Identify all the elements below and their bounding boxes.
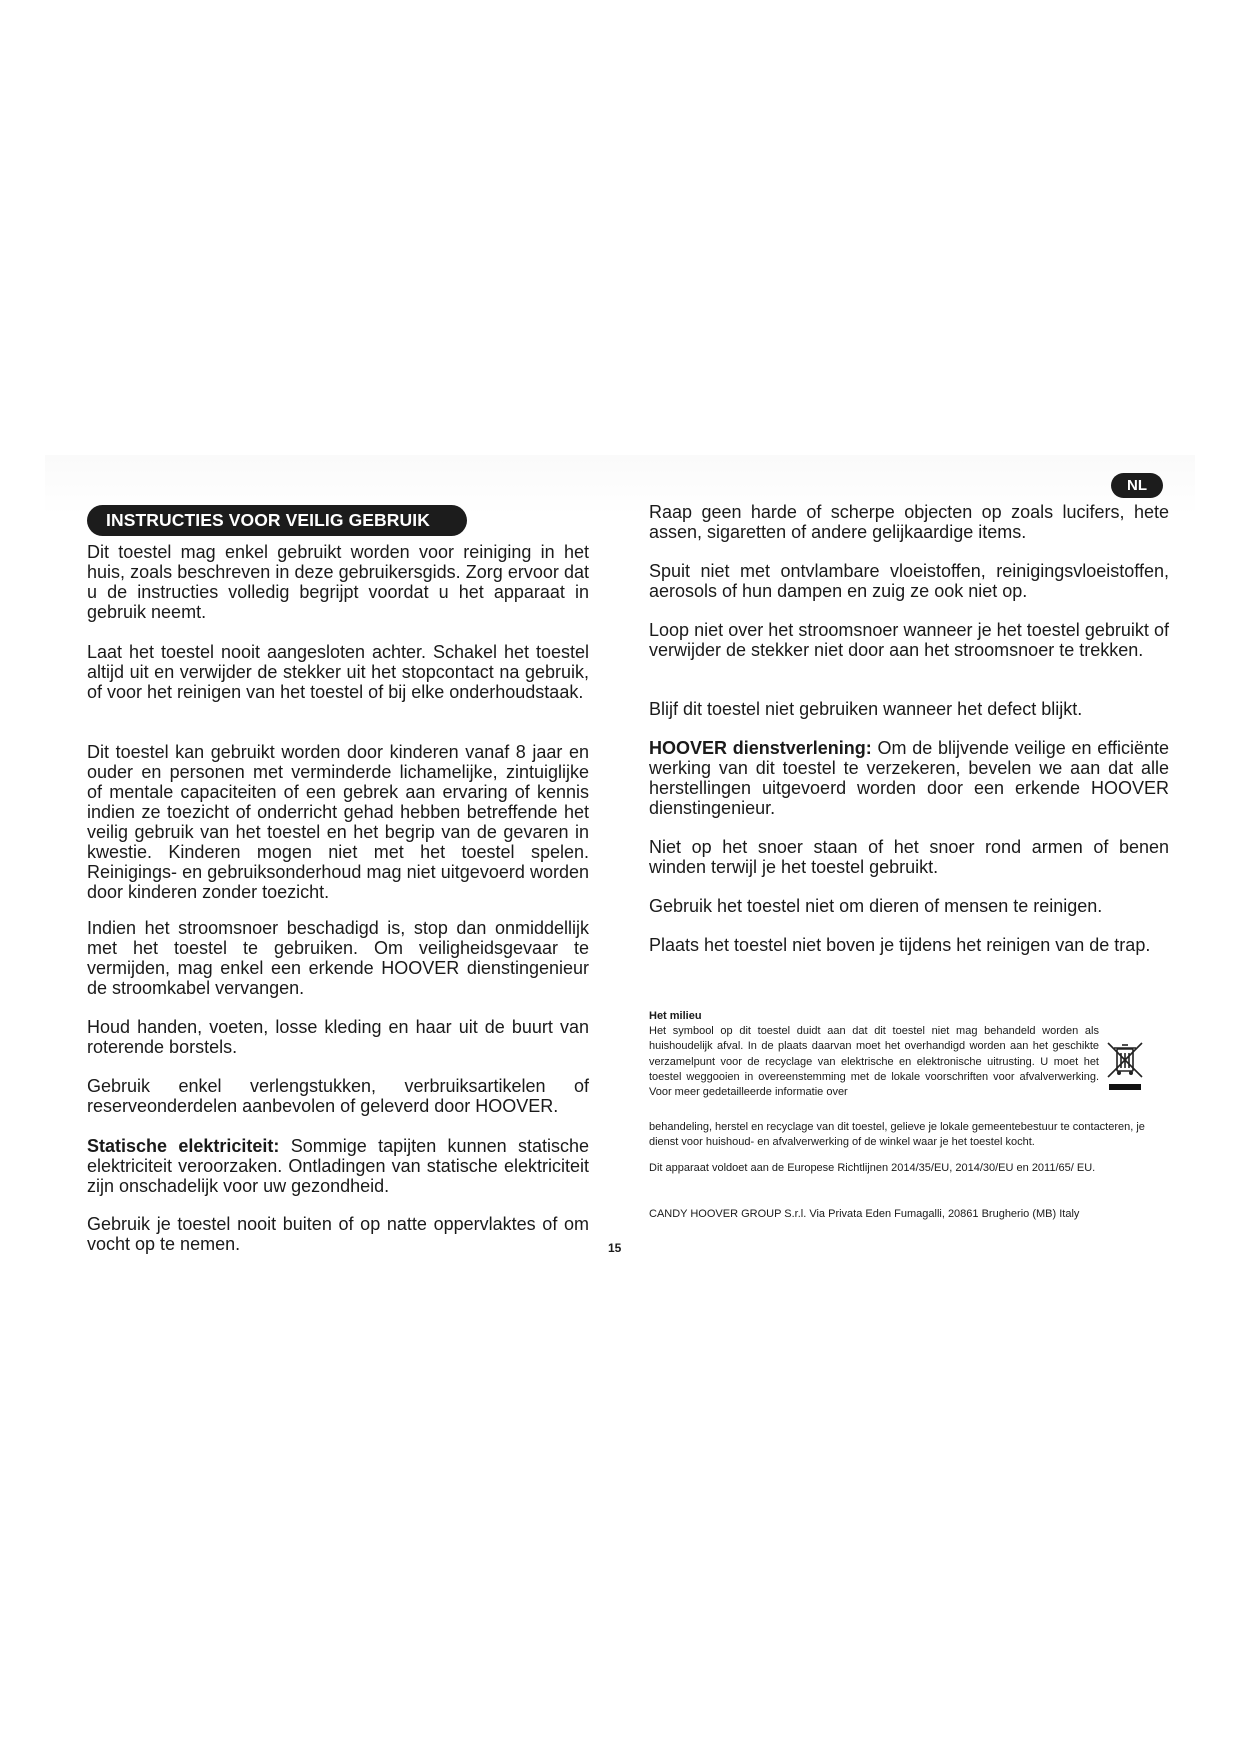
- paragraph-animals-people: Gebruik het toestel niet om dieren of mensen te reinigen.: [649, 896, 1103, 916]
- paragraph-sharp-objects: Raap geen harde of scherpe objecten op zoals lucifers, hete assen, sigaretten of andere gelijkaardige items.: [649, 502, 1169, 542]
- static-label: Statische elektriciteit:: [87, 1136, 280, 1156]
- paragraph-rotating-brushes: Houd handen, voeten, losse kleding en haar uit de buurt van roterende borstels.: [87, 1017, 589, 1057]
- environment-text-a: Het symbool op dit toestel duidt aan dat dit toestel niet mag behandeld worden als huishoudelijk afval. In de plaats daarvan moet het overhandigd worden aan het geschikte verzamelpunt voor de recyclage van elektrische en elektronische uitrusting. U moet het toestel weggooien in overeenstemming met de lokale voorschriften voor afvalverwerking. Voor meer gedetailleerde informatie over: [649, 1025, 1099, 1099]
- environment-title: Het milieu: [649, 1010, 702, 1022]
- paragraph-intended-use: Dit toestel mag enkel gebruikt worden voor reiniging in het huis, zoals beschreven in deze gebruikersgids. Zorg ervoor dat u de instructies volledig begrijpt voordat u het apparaat in gebruik neemt.: [87, 542, 589, 622]
- compliance-text: Dit apparaat voldoet aan de Europese Richtlijnen 2014/35/EU, 2014/30/EU en 2011/65/ EU.: [649, 1162, 1096, 1174]
- service-label: HOOVER dienstverlening:: [649, 738, 872, 758]
- paragraph-flammable-liquids: Spuit niet met ontvlambare vloeistoffen, reinigingsvloeistoffen, aerosols of hun dampen en zuig ze ook niet op.: [649, 561, 1169, 601]
- paragraph-service: [649, 738, 1169, 818]
- paragraph-children: Dit toestel kan gebruikt worden door kinderen vanaf 8 jaar en ouder en personen met verminderde lichamelijke, zintuiglijke of mentale capaciteiten of een gebrek aan ervaring of kennis indien ze toezicht of onderricht gehad hebben betreffende het veilig gebruik van het toestel en het begrip van de gevaren in kwestie. Kinderen mogen niet met het toestel spelen. Reinigings- en gebruiksonderhoud mag niet uitgevoerd worden door kinderen zonder toezicht.: [87, 742, 589, 902]
- crossed-out-bin-icon: [1104, 1033, 1146, 1093]
- static-text: Sommige tapijten kunnen statische elektriciteit veroorzaken. Ontladingen van statische elektriciteit zijn onschadelijk voor uw gezondheid.: [87, 1136, 589, 1196]
- paragraph-defect: Blijf dit toestel niet gebruiken wanneer het defect blijkt.: [649, 699, 1083, 719]
- paragraph-stairs: Plaats het toestel niet boven je tijdens het reinigen van de trap.: [649, 935, 1151, 955]
- language-badge: NL: [1111, 473, 1163, 498]
- environment-text-b: behandeling, herstel en recyclage van dit toestel, gelieve je lokale gemeentebestuur te contacteren, je dienst voor huishoud- en afvalverwerking of de winkel waar je het toestel kocht.: [649, 1121, 1145, 1149]
- paragraph-power-cord: Indien het stroomsnoer beschadigd is, stop dan onmiddellijk met het toestel te gebruiken. Om veiligheidsgevaar te vermijden, mag enkel een erkende HOOVER dienstingenieur de stroomkabel vervangen.: [87, 918, 589, 998]
- page-number: 15: [608, 1241, 622, 1255]
- paragraph-cord-winding: Niet op het snoer staan of het snoer rond armen of benen winden terwijl je het toestel gebruikt.: [649, 837, 1169, 877]
- paragraph-accessories: Gebruik enkel verlengstukken, verbruiksartikelen of reserveonderdelen aanbevolen of geleverd door HOOVER.: [87, 1076, 589, 1116]
- paragraph-unplug: Laat het toestel nooit aangesloten achter. Schakel het toestel altijd uit en verwijder de stekker uit het stopcontact na gebruik, of voor het reinigen van het toestel of bij elke onderhoudstaak.: [87, 642, 589, 702]
- paragraph-power-cord-care: Loop niet over het stroomsnoer wanneer je het toestel gebruikt of verwijder de stekker niet door aan het stroomsnoer te trekken.: [649, 620, 1169, 660]
- section-title: INSTRUCTIES VOOR VEILIG GEBRUIK: [87, 505, 467, 536]
- paragraph-outdoor-use: Gebruik je toestel nooit buiten of op natte oppervlaktes of om vocht op te nemen.: [87, 1214, 589, 1254]
- manufacturer-address: CANDY HOOVER GROUP S.r.l. Via Privata Eden Fumagalli, 20861 Brugherio (MB) Italy: [649, 1208, 1080, 1220]
- paragraph-static-electricity: [87, 1136, 589, 1196]
- service-text: Om de blijvende veilige en efficiënte werking van dit toestel te verzekeren, bevelen we aan dat alle herstellingen uitgevoerd worden door een erkende HOOVER dienstingenieur.: [649, 738, 1170, 818]
